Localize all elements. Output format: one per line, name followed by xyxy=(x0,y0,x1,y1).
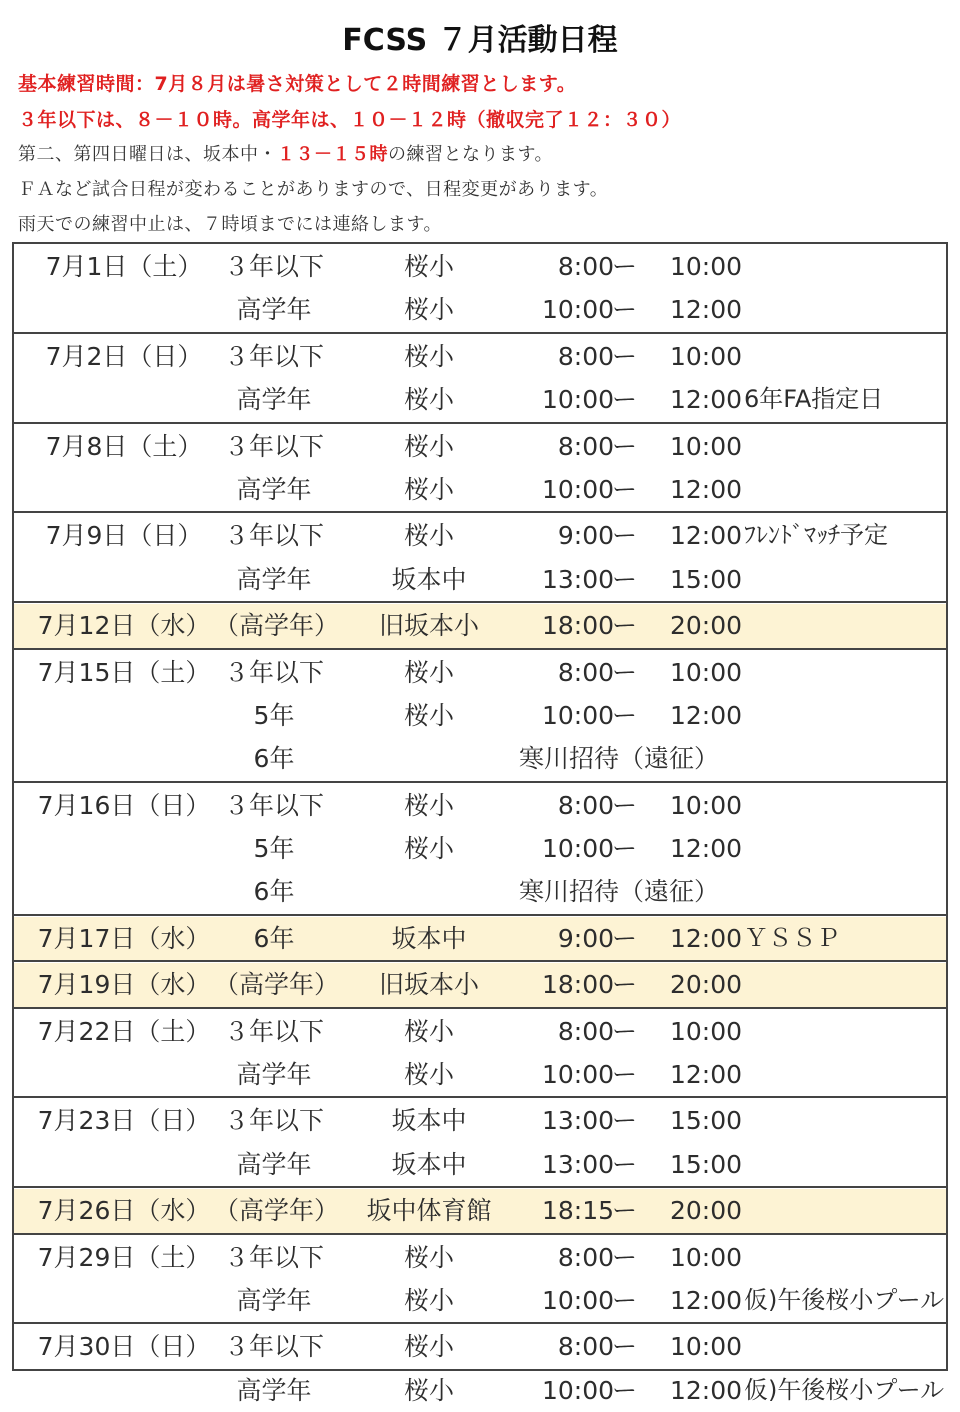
schedule-row xyxy=(14,917,946,960)
end-time-cell: 20:00 xyxy=(669,1196,742,1226)
end-time-cell: 12:00 xyxy=(669,521,742,551)
end-time-cell: 20:00 xyxy=(669,970,742,1000)
grade-cell: 高学年 xyxy=(236,1149,312,1179)
date-cell: 7月2日（日） xyxy=(45,341,203,371)
place-cell: 桜小 xyxy=(403,657,454,687)
place-cell: 桜小 xyxy=(403,474,454,504)
time-separator: ー xyxy=(612,341,638,371)
start-time-cell: 9:00 xyxy=(557,923,614,953)
time-separator: ー xyxy=(612,252,638,281)
schedule-row xyxy=(14,1099,946,1142)
note-cell: 仮)午後桜小プール xyxy=(744,1375,945,1404)
place-cell: 桜小 xyxy=(403,1060,454,1090)
start-time-cell: 8:00 xyxy=(557,1332,614,1362)
place-cell: 桜小 xyxy=(403,834,454,864)
schedule-row xyxy=(14,827,946,870)
time-separator: ー xyxy=(612,385,638,415)
schedule-day-block xyxy=(14,784,946,916)
end-time-cell: 12:00 xyxy=(669,295,742,325)
grade-cell: 高学年 xyxy=(236,1285,312,1315)
schedule-row xyxy=(14,1279,946,1322)
date-cell: 7月8日（土） xyxy=(45,431,203,461)
place-cell: 桜小 xyxy=(403,295,454,325)
end-time-cell: 12:00 xyxy=(669,700,742,730)
schedule-row xyxy=(14,1053,946,1096)
schedule-row xyxy=(14,378,946,421)
time-separator: ー xyxy=(612,1196,638,1226)
schedule-day-block xyxy=(14,514,946,603)
start-time-cell: 8:00 xyxy=(557,341,614,371)
grade-cell: ３年以下 xyxy=(223,1016,324,1046)
date-cell: 7月12日（水） xyxy=(37,611,211,641)
grade-cell: ３年以下 xyxy=(223,431,324,461)
place-cell: 桜小 xyxy=(403,252,454,281)
date-cell: 7月23日（日） xyxy=(37,1106,211,1136)
notice-sunday-practice xyxy=(18,141,553,169)
start-time-cell: 13:00 xyxy=(541,1149,614,1179)
date-cell: 7月15日（土） xyxy=(37,657,211,687)
time-separator: ー xyxy=(612,834,638,864)
start-time-cell: 13:00 xyxy=(541,564,614,594)
end-time-cell: 12:00 xyxy=(669,923,742,953)
date-cell: 7月26日（水） xyxy=(37,1196,211,1226)
time-separator: ー xyxy=(612,700,638,730)
schedule-row xyxy=(14,651,946,694)
schedule-day-block xyxy=(14,651,946,783)
time-separator: ー xyxy=(612,1106,638,1136)
place-cell: 桜小 xyxy=(403,1375,454,1405)
time-separator: ー xyxy=(612,295,638,325)
event-cell: 寒川招待（遠征） xyxy=(518,744,719,774)
schedule-table xyxy=(12,242,948,1405)
start-time-cell: 10:00 xyxy=(541,1060,614,1090)
start-time-cell: 10:00 xyxy=(541,700,614,730)
time-separator: ー xyxy=(612,564,638,594)
grade-cell: ３年以下 xyxy=(223,252,324,281)
start-time-cell: 9:00 xyxy=(557,521,614,551)
schedule-day-block xyxy=(14,1189,946,1234)
start-time-cell: 8:00 xyxy=(557,1016,614,1046)
place-cell: 桜小 xyxy=(403,521,454,551)
start-time-cell: 8:00 xyxy=(557,252,614,281)
note-cell: 仮)午後桜小プール xyxy=(744,1285,945,1314)
end-time-cell: 10:00 xyxy=(669,431,742,461)
schedule-row xyxy=(14,694,946,737)
schedule-day-block xyxy=(14,1236,946,1325)
time-separator: ー xyxy=(612,1149,638,1179)
place-cell: 旧坂本小 xyxy=(378,970,479,1000)
note-cell: ＹＳＳＰ xyxy=(744,923,840,952)
end-time-cell: 12:00 xyxy=(669,1060,742,1090)
schedule-row xyxy=(14,1369,946,1412)
schedule-day-block xyxy=(14,917,946,962)
notice-sunday-pre: 第二、第四日曜日は、坂本中・ xyxy=(18,144,277,165)
end-time-cell: 10:00 xyxy=(669,790,742,820)
notice-schedule-change: ＦＡなど試合日程が変わることがありますので、日程変更があります。 xyxy=(18,179,609,200)
date-cell: 7月16日（日） xyxy=(37,790,211,820)
note-cell: 6年FA指定日 xyxy=(744,385,884,414)
schedule-row xyxy=(14,870,946,913)
grade-cell: （高学年） xyxy=(214,970,340,1000)
time-separator: ー xyxy=(612,611,638,641)
end-time-cell: 12:00 xyxy=(669,1375,742,1405)
start-time-cell: 8:00 xyxy=(557,431,614,461)
start-time-cell: 10:00 xyxy=(541,834,614,864)
schedule-row xyxy=(14,784,946,827)
grade-cell: 5年 xyxy=(253,700,295,730)
grade-cell: ３年以下 xyxy=(223,1332,324,1362)
page-title: FCSS ７月活動日程 xyxy=(342,23,618,58)
start-time-cell: 18:00 xyxy=(541,611,614,641)
place-cell: 桜小 xyxy=(403,341,454,371)
schedule-day-block xyxy=(14,335,946,424)
place-cell: 桜小 xyxy=(403,790,454,820)
place-cell: 桜小 xyxy=(403,1332,454,1362)
date-cell: 7月22日（土） xyxy=(37,1016,211,1046)
grade-cell: （高学年） xyxy=(214,1196,340,1226)
grade-cell: ３年以下 xyxy=(223,657,324,687)
start-time-cell: 18:00 xyxy=(541,970,614,1000)
grade-cell: ３年以下 xyxy=(223,1242,324,1272)
schedule-row xyxy=(14,558,946,601)
schedule-day-block xyxy=(14,963,946,1008)
start-time-cell: 13:00 xyxy=(541,1106,614,1136)
end-time-cell: 20:00 xyxy=(669,611,742,641)
end-time-cell: 10:00 xyxy=(669,1332,742,1362)
place-cell: 旧坂本小 xyxy=(378,611,479,641)
end-time-cell: 10:00 xyxy=(669,1016,742,1046)
notice-practice-time: 基本練習時間：7月８月は暑さ対策として２時間練習とします。 xyxy=(18,73,577,95)
end-time-cell: 10:00 xyxy=(669,341,742,371)
start-time-cell: 10:00 xyxy=(541,385,614,415)
date-cell: 7月30日（日） xyxy=(37,1332,211,1362)
schedule-row xyxy=(14,1143,946,1186)
time-separator: ー xyxy=(612,657,638,687)
end-time-cell: 15:00 xyxy=(669,1106,742,1136)
time-separator: ー xyxy=(612,970,638,1000)
grade-cell: ３年以下 xyxy=(223,1106,324,1136)
start-time-cell: 10:00 xyxy=(541,295,614,325)
date-cell: 7月9日（日） xyxy=(45,521,203,551)
time-separator: ー xyxy=(612,1285,638,1315)
schedule-row xyxy=(14,1010,946,1053)
schedule-row xyxy=(14,335,946,378)
grade-cell: （高学年） xyxy=(214,611,340,641)
schedule-day-block xyxy=(14,604,946,649)
grade-cell: ３年以下 xyxy=(223,521,324,551)
schedule-row xyxy=(14,604,946,647)
time-separator: ー xyxy=(612,1242,638,1272)
end-time-cell: 15:00 xyxy=(669,564,742,594)
place-cell: 坂中体育館 xyxy=(366,1196,492,1226)
end-time-cell: 10:00 xyxy=(669,1242,742,1272)
schedule-row xyxy=(14,1236,946,1279)
start-time-cell: 8:00 xyxy=(557,790,614,820)
time-separator: ー xyxy=(612,790,638,820)
schedule-row xyxy=(14,245,946,288)
start-time-cell: 10:00 xyxy=(541,474,614,504)
time-separator: ー xyxy=(612,1060,638,1090)
end-time-cell: 12:00 xyxy=(669,834,742,864)
time-separator: ー xyxy=(612,521,638,551)
start-time-cell: 18:15 xyxy=(541,1196,614,1226)
place-cell: 桜小 xyxy=(403,431,454,461)
schedule-row xyxy=(14,514,946,557)
date-cell: 7月19日（水） xyxy=(37,970,211,1000)
place-cell: 桜小 xyxy=(403,1242,454,1272)
end-time-cell: 15:00 xyxy=(669,1149,742,1179)
time-separator: ー xyxy=(612,1016,638,1046)
schedule-day-block xyxy=(14,1325,946,1412)
schedule-row xyxy=(14,737,946,780)
schedule-day-block xyxy=(14,245,946,334)
place-cell: 坂本中 xyxy=(391,923,467,953)
time-separator: ー xyxy=(612,431,638,461)
time-separator: ー xyxy=(612,474,638,504)
notice-hours-by-grade: ３年以下は、８－１０時。高学年は、１０－１２時（撤収完了１２：３０） xyxy=(18,109,682,131)
notice-sunday-time: １３－１５時 xyxy=(277,144,388,165)
schedule-row xyxy=(14,963,946,1006)
end-time-cell: 12:00 xyxy=(669,474,742,504)
grade-cell: 6年 xyxy=(253,923,295,953)
grade-cell: 高学年 xyxy=(236,385,312,415)
schedule-day-block xyxy=(14,1010,946,1099)
grade-cell: 高学年 xyxy=(236,1375,312,1405)
schedule-row xyxy=(14,425,946,468)
event-cell: 寒川招待（遠征） xyxy=(518,877,719,907)
notice-sunday-post: の練習となります。 xyxy=(388,144,554,165)
start-time-cell: 8:00 xyxy=(557,1242,614,1272)
start-time-cell: 10:00 xyxy=(541,1375,614,1405)
schedule-row xyxy=(14,288,946,331)
note-cell: ﾌﾚﾝﾄﾞﾏｯﾁ予定 xyxy=(744,521,888,550)
grade-cell: 高学年 xyxy=(236,1060,312,1090)
grade-cell: 6年 xyxy=(253,744,295,774)
start-time-cell: 8:00 xyxy=(557,657,614,687)
end-time-cell: 12:00 xyxy=(669,385,742,415)
end-time-cell: 10:00 xyxy=(669,252,742,281)
grade-cell: 5年 xyxy=(253,834,295,864)
time-separator: ー xyxy=(612,1375,638,1405)
place-cell: 桜小 xyxy=(403,1285,454,1315)
schedule-day-block xyxy=(14,425,946,514)
schedule-row xyxy=(14,468,946,511)
date-cell: 7月17日（水） xyxy=(37,923,211,953)
grade-cell: ３年以下 xyxy=(223,341,324,371)
end-time-cell: 12:00 xyxy=(669,1285,742,1315)
place-cell: 坂本中 xyxy=(391,564,467,594)
date-cell: 7月1日（土） xyxy=(45,252,203,281)
schedule-row xyxy=(14,1325,946,1368)
start-time-cell: 10:00 xyxy=(541,1285,614,1315)
place-cell: 坂本中 xyxy=(391,1149,467,1179)
end-time-cell: 10:00 xyxy=(669,657,742,687)
date-cell: 7月29日（土） xyxy=(37,1242,211,1272)
grade-cell: 高学年 xyxy=(236,564,312,594)
time-separator: ー xyxy=(612,1332,638,1362)
place-cell: 桜小 xyxy=(403,700,454,730)
time-separator: ー xyxy=(612,923,638,953)
grade-cell: 6年 xyxy=(253,877,295,907)
schedule-row xyxy=(14,1189,946,1232)
grade-cell: 高学年 xyxy=(236,295,312,325)
grade-cell: 高学年 xyxy=(236,474,312,504)
place-cell: 坂本中 xyxy=(391,1106,467,1136)
notice-rain-cancel: 雨天での練習中止は、７時頃までには連絡します。 xyxy=(18,214,443,235)
grade-cell: ３年以下 xyxy=(223,790,324,820)
place-cell: 桜小 xyxy=(403,385,454,415)
place-cell: 桜小 xyxy=(403,1016,454,1046)
schedule-day-block xyxy=(14,1099,946,1188)
